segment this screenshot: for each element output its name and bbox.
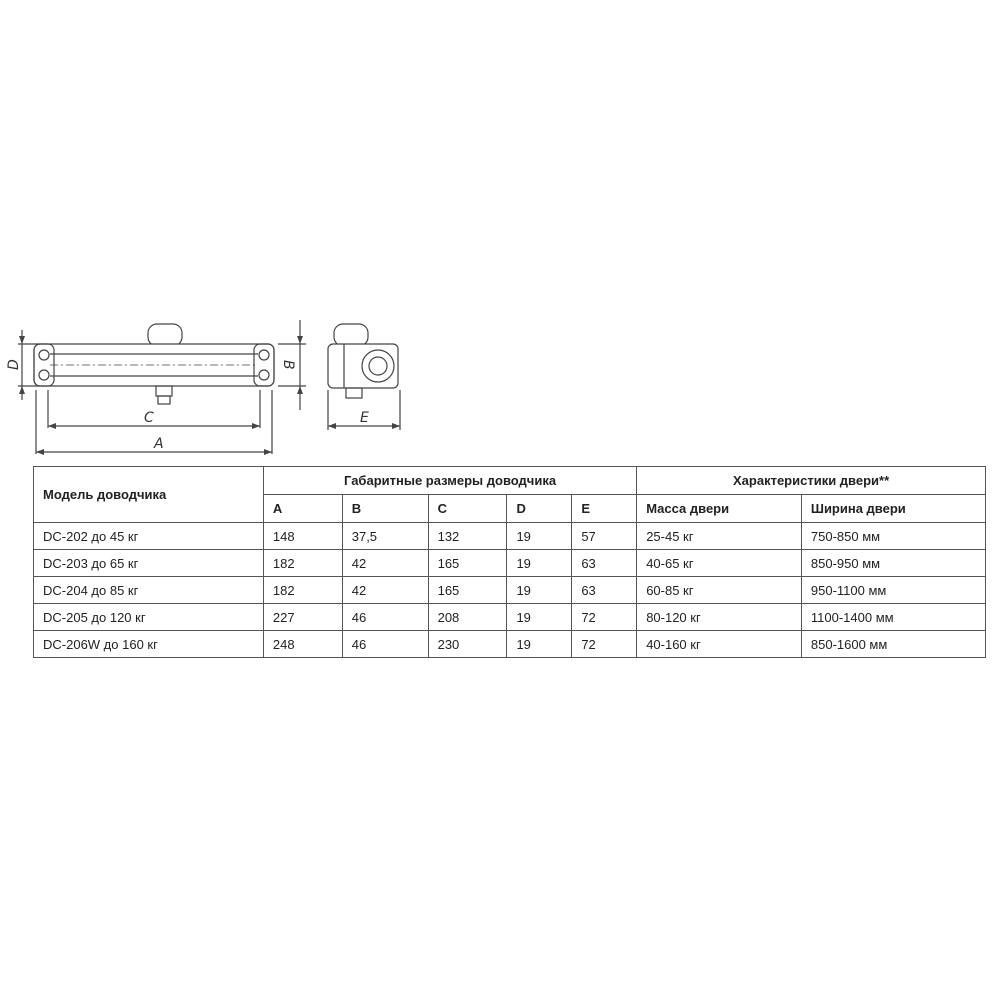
cell-d: 19 [507,577,572,604]
header-row [34,467,986,495]
cell-a: 148 [263,523,342,550]
col-header-d: D [507,495,572,523]
cell-e: 57 [572,523,637,550]
cell-e: 63 [572,550,637,577]
cell-mass: 40-160 кг [637,631,802,658]
cell-model: DC-204 до 85 кг [34,577,264,604]
table-row [34,523,986,550]
pinion-boss [148,324,182,346]
cell-width: 750-850 мм [801,523,985,550]
cell-a: 182 [263,577,342,604]
col-header-mass: Масса двери [637,495,802,523]
col-header-a: A [263,495,342,523]
cell-b: 42 [342,577,428,604]
table-row [34,604,986,631]
col-header-e: E [572,495,637,523]
door-closer-drawing [0,300,440,460]
cell-a: 227 [263,604,342,631]
col-header-width: Ширина двери [801,495,985,523]
dim-label-e: E [360,410,369,426]
cell-mass: 25-45 кг [637,523,802,550]
cell-b: 46 [342,631,428,658]
dim-label-d: D [6,359,22,370]
cell-c: 165 [428,550,507,577]
cell-c: 230 [428,631,507,658]
cell-a: 182 [263,550,342,577]
cell-model: DC-206W до 160 кг [34,631,264,658]
dim-label-a: A [154,436,164,452]
cell-e: 72 [572,604,637,631]
cell-width: 950-1100 мм [801,577,985,604]
cell-model: DC-202 до 45 кг [34,523,264,550]
spec-table [33,466,986,658]
table-row [34,550,986,577]
cell-b: 46 [342,604,428,631]
dim-label-b: B [280,360,296,370]
door-group-header: Характеристики двери** [637,467,986,495]
dim-label-c: C [144,410,154,426]
cell-d: 19 [507,523,572,550]
cell-c: 165 [428,577,507,604]
cell-c: 132 [428,523,507,550]
cell-mass: 40-65 кг [637,550,802,577]
col-header-c: C [428,495,507,523]
cell-e: 63 [572,577,637,604]
cell-a: 248 [263,631,342,658]
col-header-b: B [342,495,428,523]
cell-c: 208 [428,604,507,631]
side-view-boss [334,324,368,346]
cell-model: DC-203 до 65 кг [34,550,264,577]
cell-b: 42 [342,550,428,577]
cell-width: 1100-1400 мм [801,604,985,631]
cell-d: 19 [507,550,572,577]
table-row [34,577,986,604]
cell-width: 850-1600 мм [801,631,985,658]
cell-width: 850-950 мм [801,550,985,577]
cell-e: 72 [572,631,637,658]
cell-d: 19 [507,604,572,631]
cell-model: DC-205 до 120 кг [34,604,264,631]
dims-group-header: Габаритные размеры доводчика [263,467,636,495]
cell-mass: 80-120 кг [637,604,802,631]
cell-d: 19 [507,631,572,658]
model-header: Модель доводчика [34,467,264,523]
cell-b: 37,5 [342,523,428,550]
table-row [34,631,986,658]
cell-mass: 60-85 кг [637,577,802,604]
